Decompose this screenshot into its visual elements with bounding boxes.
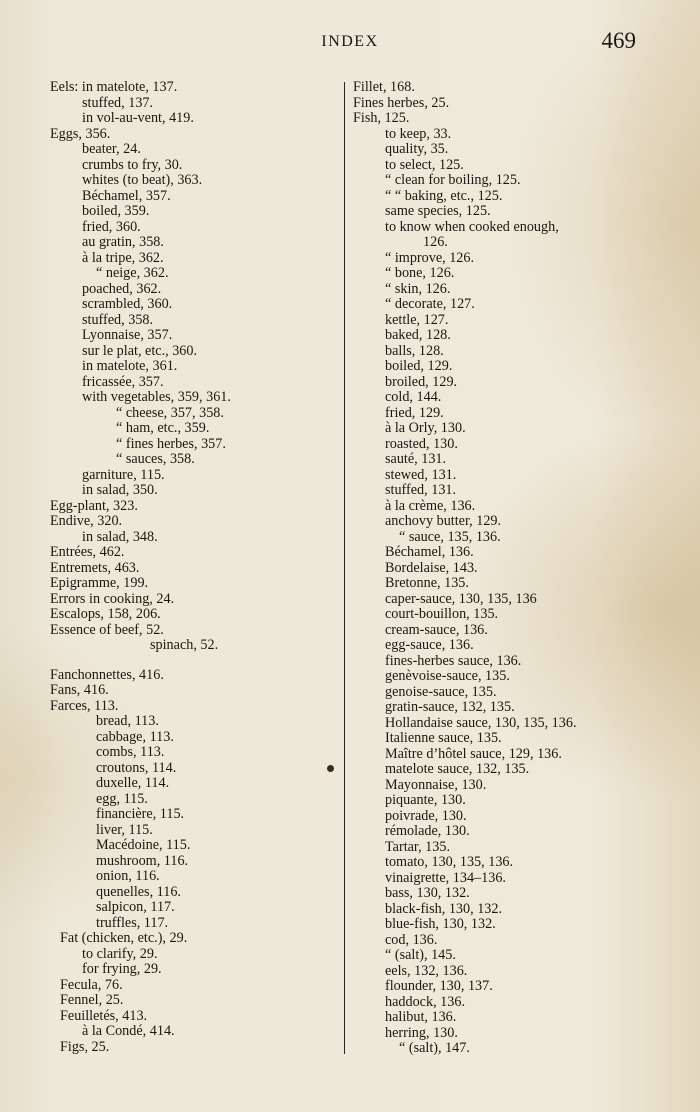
index-entry: fried, 129. (385, 404, 444, 421)
index-entry: for frying, 29. (82, 961, 162, 977)
index-entry: with vegetables, 359, 361. (82, 389, 231, 405)
index-entry: “ sauce, 135, 136. (399, 528, 501, 545)
index-entry: “ (salt), 145. (385, 947, 456, 963)
index-entry: cream-sauce, 136. (385, 621, 488, 638)
index-entry: to keep, 33. (385, 125, 452, 142)
index-entry: Entrées, 462. (50, 544, 125, 560)
index-entry: kettle, 127. (385, 311, 449, 328)
index-entry: egg, 115. (96, 790, 148, 807)
index-entry: à la Condé, 414. (82, 1023, 175, 1039)
index-entry: genoise-sauce, 135. (385, 683, 497, 700)
index-entry: broiled, 129. (385, 373, 458, 390)
index-entry: Farces, 113. (50, 697, 119, 714)
index-entry: Macédoine, 115. (96, 837, 191, 853)
index-entry: à la Orly, 130. (385, 420, 466, 436)
index-entry: eels, 132, 136. (385, 962, 468, 979)
index-entry: Lyonnaise, 357. (82, 327, 173, 343)
column-divider (344, 82, 345, 1054)
index-entry: salpicon, 117. (96, 899, 175, 915)
index-entry: matelote sauce, 132, 135. (385, 761, 530, 777)
index-entry: herring, 130. (385, 1024, 458, 1041)
index-entry: Endive, 320. (50, 513, 123, 529)
index-entry: Errors in cooking, 24. (50, 590, 175, 607)
index-entry: scrambled, 360. (82, 296, 173, 312)
index-entry: crumbs to fry, 30. (82, 156, 183, 173)
index-entry: combs, 113. (96, 744, 165, 760)
index-entry: rémolade, 130. (385, 823, 470, 839)
index-entry: same species, 125. (385, 203, 491, 219)
index-entry: duxelle, 114. (96, 775, 170, 791)
index-entry: Fennel, 25. (60, 992, 124, 1008)
index-entry: balls, 128. (385, 342, 444, 359)
index-entry: Eggs, 356. (50, 125, 111, 142)
index-entry: Béchamel, 136. (385, 544, 474, 560)
index-entry: gratin-sauce, 132, 135. (385, 699, 515, 715)
index-entry: Hollandaise sauce, 130, 135, 136. (385, 714, 577, 731)
index-entry: bread, 113. (96, 713, 159, 729)
index-entry: mushroom, 116. (96, 852, 189, 869)
index-column-left (50, 80, 340, 1055)
index-entry: quality, 35. (385, 141, 449, 157)
index-entry: “ sauces, 358. (116, 451, 195, 467)
index-entry: caper-sauce, 130, 135, 136 (385, 590, 537, 607)
index-entry: piquante, 130. (385, 792, 466, 808)
index-entry: Escalops, 158, 206. (50, 606, 161, 622)
index-entry: Bordelaise, 143. (385, 559, 478, 576)
index-entry: in matelote, 361. (82, 358, 178, 374)
index-entry: boiled, 359. (82, 203, 150, 219)
index-entry: truffles, 117. (96, 914, 169, 931)
index-entry: tomato, 130, 135, 136. (385, 854, 514, 870)
index-entry: financière, 115. (96, 806, 185, 822)
index-entry: à la crème, 136. (385, 497, 476, 514)
index-entry: to clarify, 29. (82, 945, 158, 962)
index-entry: flounder, 130, 137. (385, 978, 493, 994)
index-entry: Fat (chicken, etc.), 29. (60, 930, 188, 946)
index-entry: cod, 136. (385, 931, 438, 948)
index-column-right (353, 80, 683, 1057)
index-entry: Fish, 125. (353, 110, 410, 126)
index-entry: “ decorate, 127. (385, 296, 475, 312)
index-entry: “ improve, 126. (385, 249, 475, 266)
index-entry: Fines herbes, 25. (353, 94, 450, 111)
index-entry: poached, 362. (82, 280, 162, 297)
index-entry: onion, 116. (96, 868, 160, 884)
index-entry: “ fines herbes, 357. (116, 435, 226, 452)
index-entry: Fanchonnettes, 416. (50, 666, 164, 683)
section-gap (50, 654, 340, 668)
index-entry: genèvoise-sauce, 135. (385, 668, 510, 684)
index-entry: Italienne sauce, 135. (385, 730, 502, 746)
index-entry: Fillet, 168. (353, 79, 415, 95)
index-entry: cabbage, 113. (96, 728, 174, 745)
index-entry: in salad, 350. (82, 482, 158, 498)
index-entry: croutons, 114. (96, 759, 177, 776)
index-entry: to know when cooked enough, (385, 218, 559, 235)
index-entry: 126. (423, 234, 448, 250)
index-entry: Eels: in matelote, 137. (50, 79, 178, 95)
index-entry: Entremets, 463. (50, 559, 140, 576)
index-entry: Fecula, 76. (60, 976, 123, 993)
index-entry: whites (to beat), 363. (82, 172, 203, 188)
index-entry: court-bouillon, 135. (385, 606, 499, 622)
index-entry: sur le plat, etc., 360. (82, 342, 198, 359)
index-entry: spinach, 52. (150, 637, 219, 653)
index-entry: Essence of beef, 52. (50, 621, 164, 638)
index-entry: to select, 125. (385, 156, 464, 173)
index-entry: boiled, 129. (385, 358, 453, 374)
index-entry: Egg-plant, 323. (50, 497, 138, 514)
index-entry: anchovy butter, 129. (385, 513, 502, 529)
index-entry: quenelles, 116. (96, 883, 181, 900)
index-entry: stuffed, 358. (82, 311, 154, 328)
index-entry: Feuilletés, 413. (60, 1007, 148, 1024)
index-entry: vinaigrette, 134–136. (385, 869, 506, 886)
index-entry: Figs, 25. (60, 1038, 110, 1055)
index-entry: stuffed, 137. (82, 94, 154, 111)
index-entry: beater, 24. (82, 141, 141, 157)
index-entry: baked, 128. (385, 327, 451, 343)
index-entry: au gratin, 358. (82, 234, 164, 250)
index-entry: Béchamel, 357. (82, 187, 171, 204)
index-entry: fines-herbes sauce, 136. (385, 652, 522, 669)
index-entry: sauté, 131. (385, 451, 447, 467)
index-entry: fried, 360. (82, 218, 141, 235)
index-entry: Mayonnaise, 130. (385, 776, 487, 793)
index-entry: in salad, 348. (82, 528, 158, 545)
index-entry: egg-sauce, 136. (385, 637, 474, 653)
index-entry: Fans, 416. (50, 682, 109, 698)
index-entry: bass, 130, 132. (385, 885, 470, 901)
index-entry: liver, 115. (96, 821, 153, 838)
page-title: INDEX (321, 33, 379, 50)
index-entry: black-fish, 130, 132. (385, 900, 503, 917)
index-entry: Epigramme, 199. (50, 575, 149, 591)
index-entry: stuffed, 131. (385, 482, 457, 498)
index-entry: “ cheese, 357, 358. (116, 404, 224, 421)
index-entry: “ neige, 362. (96, 265, 169, 281)
index-entry: blue-fish, 130, 132. (385, 916, 496, 932)
index-entry: cold, 144. (385, 389, 442, 405)
index-entry: Maître d’hôtel sauce, 129, 136. (385, 745, 562, 762)
index-entry: “ “ baking, etc., 125. (385, 187, 503, 204)
index-entry: garniture, 115. (82, 466, 165, 483)
index-entry: haddock, 136. (385, 993, 465, 1010)
index-entry: halibut, 136. (385, 1009, 457, 1025)
index-entry: Tartar, 135. (385, 838, 451, 855)
index-entry: “ (salt), 147. (399, 1040, 470, 1056)
index-entry: “ skin, 126. (385, 280, 451, 297)
index-entry: “ ham, etc., 359. (116, 420, 210, 436)
index-entry: à la tripe, 362. (82, 249, 164, 266)
index-entry: “ clean for boiling, 125. (385, 172, 521, 188)
index-entry: fricassée, 357. (82, 373, 164, 390)
index-entry: poivrade, 130. (385, 807, 467, 824)
index-entry: “ bone, 126. (385, 265, 455, 281)
index-entry: in vol-au-vent, 419. (82, 110, 194, 126)
index-entry: stewed, 131. (385, 466, 457, 483)
page-number: 469 (601, 28, 636, 53)
index-entry: roasted, 130. (385, 435, 458, 452)
index-entry: Bretonne, 135. (385, 575, 469, 591)
